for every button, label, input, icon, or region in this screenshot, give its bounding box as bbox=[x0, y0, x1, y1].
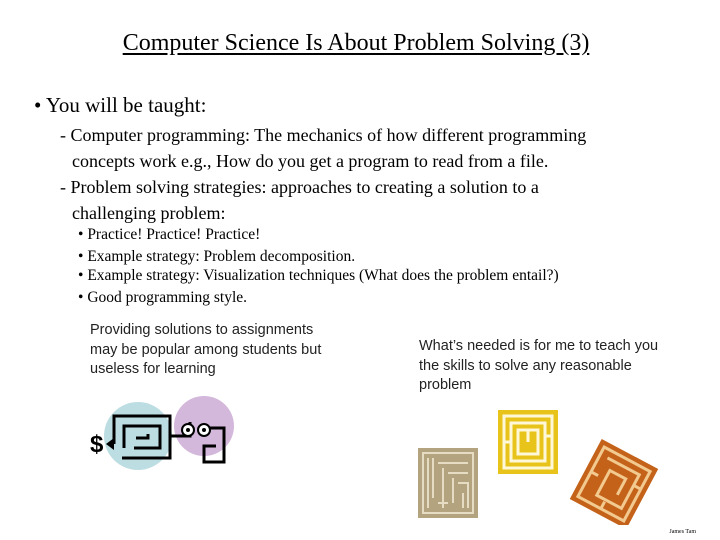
note-left: Providing solutions to assignments may be popular among students but useless for learning bbox=[90, 322, 322, 377]
sub-item-line: challenging problem: bbox=[72, 203, 226, 223]
sub-sub-item-text: Example strategy: Visualization techniques (What does the problem entail?) bbox=[87, 267, 559, 284]
tan-maze-icon bbox=[418, 448, 478, 518]
orange-maze-icon bbox=[570, 439, 658, 525]
main-bullet-text: You will be taught: bbox=[45, 93, 207, 117]
sub-sub-item: • Example strategy: Visualization techniques (What does the problem entail?) bbox=[78, 267, 559, 284]
sub-item-line: Problem solving strategies: approaches to creating a solution to a bbox=[70, 177, 539, 197]
maze-dollar-clipart bbox=[86, 392, 246, 472]
sub-sub-item-text: Practice! Practice! Practice! bbox=[87, 226, 261, 243]
sub-sub-item-text: Example strategy: Problem decomposition. bbox=[87, 248, 356, 265]
sub-item-programming: - Computer programming: The mechanics of how different programming concepts work e.g., How do you get a program to read from a file. bbox=[60, 122, 660, 174]
sub-sub-item: • Example strategy: Problem decomposition. bbox=[78, 248, 356, 265]
sub-sub-item: • Practice! Practice! Practice! bbox=[78, 226, 261, 243]
maze-images-group bbox=[416, 410, 666, 525]
sub-item-strategies: - Problem solving strategies: approaches to creating a solution to a challenging problem: bbox=[60, 174, 660, 226]
footer-author: James Tam bbox=[669, 529, 696, 535]
gold-maze-icon bbox=[498, 410, 558, 474]
note-right: What’s needed is for me to teach you the skills to solve any reasonable problem bbox=[419, 338, 659, 393]
sub-sub-item: • Good programming style. bbox=[78, 289, 248, 306]
sub-sub-item-text: Good programming style. bbox=[87, 289, 248, 306]
slide-title: Computer Science Is About Problem Solving (3) bbox=[122, 30, 590, 56]
sub-item-line: Computer programming: The mechanics of how different programming bbox=[70, 125, 587, 145]
sub-item-line: concepts work e.g., How do you get a program to read from a file. bbox=[72, 151, 549, 171]
dollar-sign-icon: $ bbox=[90, 431, 104, 458]
main-bullet: • You will be taught: bbox=[34, 93, 207, 117]
